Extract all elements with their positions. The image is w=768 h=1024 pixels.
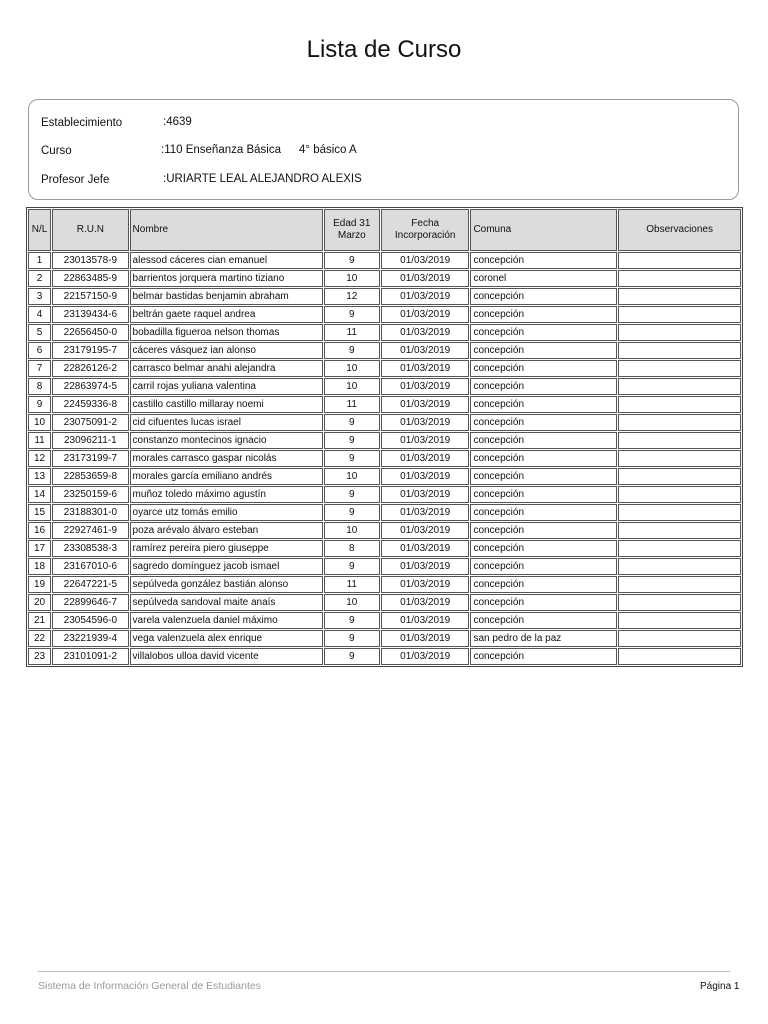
cell-fecha: 01/03/2019	[381, 360, 470, 377]
cell-fecha: 01/03/2019	[381, 324, 470, 341]
cell-observaciones	[618, 450, 741, 467]
student-table	[26, 207, 743, 667]
cell-nombre: sepúlveda gonzález bastián alonso	[130, 576, 323, 593]
cell-comuna: concepción	[470, 522, 617, 539]
cell-nombre: barrientos jorquera martino tiziano	[130, 270, 323, 287]
cell-nl: 18	[28, 558, 51, 575]
cell-run: 22863974-5	[52, 378, 128, 395]
cell-run: 23167010-6	[52, 558, 128, 575]
header-fecha	[381, 209, 470, 251]
footer-system-name: Sistema de Información General de Estudiantes	[38, 980, 261, 992]
cell-edad: 8	[324, 540, 380, 557]
curso-grade: 4° básico A	[299, 144, 357, 156]
cell-edad: 10	[324, 594, 380, 611]
cell-observaciones	[618, 432, 741, 449]
cell-nl: 10	[28, 414, 51, 431]
cell-observaciones	[618, 630, 741, 647]
cell-nl: 16	[28, 522, 51, 539]
table-row	[28, 576, 741, 593]
cell-nombre: carril rojas yuliana valentina	[130, 378, 323, 395]
cell-observaciones	[618, 270, 741, 287]
cell-run: 23188301-0	[52, 504, 128, 521]
cell-nombre: sepúlveda sandoval maite anaís	[130, 594, 323, 611]
cell-edad: 10	[324, 522, 380, 539]
cell-run: 23096211-1	[52, 432, 128, 449]
cell-comuna: san pedro de la paz	[470, 630, 617, 647]
cell-observaciones	[618, 486, 741, 503]
cell-comuna: concepción	[470, 432, 617, 449]
cell-run: 23139434-6	[52, 306, 128, 323]
cell-observaciones	[618, 378, 741, 395]
cell-comuna: concepción	[470, 288, 617, 305]
header-fecha-line2: Incorporación	[394, 230, 456, 241]
cell-run: 23101091-2	[52, 648, 128, 665]
header-nombre: Nombre	[130, 209, 323, 251]
cell-edad: 9	[324, 648, 380, 665]
cell-observaciones	[618, 414, 741, 431]
cell-comuna: concepción	[470, 558, 617, 575]
cell-nombre: ramírez pereira piero giuseppe	[130, 540, 323, 557]
profesor-label: Profesor Jefe	[41, 174, 110, 186]
table-row	[28, 306, 741, 323]
table-row	[28, 630, 741, 647]
cell-nl: 17	[28, 540, 51, 557]
cell-nombre: cáceres vásquez ian alonso	[130, 342, 323, 359]
cell-observaciones	[618, 324, 741, 341]
cell-nombre: carrasco belmar anahi alejandra	[130, 360, 323, 377]
cell-nl: 19	[28, 576, 51, 593]
cell-fecha: 01/03/2019	[381, 252, 470, 269]
cell-nl: 9	[28, 396, 51, 413]
curso-value: :110 Enseñanza Básica	[161, 144, 281, 156]
cell-nombre: varela valenzuela daniel máximo	[130, 612, 323, 629]
table-row	[28, 288, 741, 305]
cell-nombre: oyarce utz tomás emilio	[130, 504, 323, 521]
header-run: R.U.N	[52, 209, 128, 251]
table-row	[28, 468, 741, 485]
cell-observaciones	[618, 576, 741, 593]
cell-run: 23179195-7	[52, 342, 128, 359]
table-row	[28, 324, 741, 341]
cell-edad: 9	[324, 432, 380, 449]
cell-observaciones	[618, 612, 741, 629]
cell-comuna: concepción	[470, 612, 617, 629]
cell-fecha: 01/03/2019	[381, 288, 470, 305]
table-row	[28, 540, 741, 557]
cell-fecha: 01/03/2019	[381, 648, 470, 665]
cell-run: 22863485-9	[52, 270, 128, 287]
cell-run: 23250159-6	[52, 486, 128, 503]
footer-divider	[38, 971, 730, 972]
cell-nl: 13	[28, 468, 51, 485]
cell-edad: 9	[324, 414, 380, 431]
cell-observaciones	[618, 594, 741, 611]
cell-nombre: belmar bastidas benjamin abraham	[130, 288, 323, 305]
cell-fecha: 01/03/2019	[381, 432, 470, 449]
cell-fecha: 01/03/2019	[381, 540, 470, 557]
cell-nl: 14	[28, 486, 51, 503]
cell-observaciones	[618, 540, 741, 557]
cell-comuna: concepción	[470, 414, 617, 431]
cell-comuna: concepción	[470, 306, 617, 323]
header-edad-line1: Edad 31	[333, 218, 371, 229]
cell-comuna: concepción	[470, 648, 617, 665]
cell-run: 23054596-0	[52, 612, 128, 629]
table-row	[28, 558, 741, 575]
cell-run: 23013578-9	[52, 252, 128, 269]
cell-observaciones	[618, 522, 741, 539]
cell-edad: 10	[324, 378, 380, 395]
footer-page-number: Página 1	[700, 981, 740, 992]
cell-comuna: concepción	[470, 360, 617, 377]
cell-edad: 9	[324, 612, 380, 629]
cell-nl: 1	[28, 252, 51, 269]
cell-comuna: concepción	[470, 504, 617, 521]
cell-nl: 22	[28, 630, 51, 647]
header-nl: N/L	[28, 209, 51, 251]
cell-run: 22826126-2	[52, 360, 128, 377]
cell-comuna: concepción	[470, 450, 617, 467]
cell-nombre: castillo castillo millaray noemi	[130, 396, 323, 413]
table-row	[28, 612, 741, 629]
table-row	[28, 450, 741, 467]
cell-run: 22899646-7	[52, 594, 128, 611]
cell-fecha: 01/03/2019	[381, 504, 470, 521]
cell-comuna: concepción	[470, 396, 617, 413]
cell-nombre: constanzo montecinos ignacio	[130, 432, 323, 449]
cell-run: 23308538-3	[52, 540, 128, 557]
table-row	[28, 360, 741, 377]
cell-edad: 9	[324, 342, 380, 359]
cell-edad: 10	[324, 468, 380, 485]
cell-edad: 11	[324, 324, 380, 341]
cell-fecha: 01/03/2019	[381, 306, 470, 323]
course-info-box	[28, 99, 739, 200]
cell-observaciones	[618, 504, 741, 521]
header-edad-line2: Marzo	[337, 230, 366, 241]
cell-fecha: 01/03/2019	[381, 414, 470, 431]
cell-run: 23075091-2	[52, 414, 128, 431]
table-row	[28, 432, 741, 449]
cell-edad: 11	[324, 396, 380, 413]
cell-observaciones	[618, 648, 741, 665]
cell-nl: 4	[28, 306, 51, 323]
cell-nombre: bobadilla figueroa nelson thomas	[130, 324, 323, 341]
cell-edad: 11	[324, 576, 380, 593]
cell-observaciones	[618, 306, 741, 323]
cell-fecha: 01/03/2019	[381, 486, 470, 503]
cell-run: 22647221-5	[52, 576, 128, 593]
cell-nombre: cid cifuentes lucas israel	[130, 414, 323, 431]
cell-comuna: concepción	[470, 576, 617, 593]
cell-fecha: 01/03/2019	[381, 576, 470, 593]
table-row	[28, 522, 741, 539]
cell-edad: 9	[324, 630, 380, 647]
table-row	[28, 594, 741, 611]
cell-fecha: 01/03/2019	[381, 270, 470, 287]
cell-nl: 8	[28, 378, 51, 395]
cell-fecha: 01/03/2019	[381, 522, 470, 539]
cell-edad: 10	[324, 270, 380, 287]
cell-comuna: coronel	[470, 270, 617, 287]
table-row	[28, 648, 741, 665]
table-row	[28, 504, 741, 521]
cell-run: 22459336-8	[52, 396, 128, 413]
cell-edad: 9	[324, 450, 380, 467]
cell-nl: 23	[28, 648, 51, 665]
page-title: Lista de Curso	[306, 36, 462, 63]
table-row	[28, 486, 741, 503]
cell-observaciones	[618, 252, 741, 269]
cell-comuna: concepción	[470, 378, 617, 395]
header-observaciones: Observaciones	[618, 209, 741, 251]
cell-fecha: 01/03/2019	[381, 558, 470, 575]
cell-comuna: concepción	[470, 540, 617, 557]
cell-comuna: concepción	[470, 324, 617, 341]
cell-nombre: vega valenzuela alex enrique	[130, 630, 323, 647]
establecimiento-value: :4639	[163, 116, 192, 128]
table-row	[28, 270, 741, 287]
cell-run: 22656450-0	[52, 324, 128, 341]
cell-observaciones	[618, 288, 741, 305]
cell-edad: 9	[324, 306, 380, 323]
establecimiento-label: Establecimiento	[41, 117, 123, 129]
cell-comuna: concepción	[470, 468, 617, 485]
cell-fecha: 01/03/2019	[381, 612, 470, 629]
cell-run: 22853659-8	[52, 468, 128, 485]
profesor-value: :URIARTE LEAL ALEJANDRO ALEXIS	[163, 173, 362, 185]
cell-nl: 3	[28, 288, 51, 305]
cell-observaciones	[618, 468, 741, 485]
cell-comuna: concepción	[470, 252, 617, 269]
cell-nombre: muñoz toledo máximo agustín	[130, 486, 323, 503]
cell-comuna: concepción	[470, 342, 617, 359]
cell-edad: 12	[324, 288, 380, 305]
cell-nl: 5	[28, 324, 51, 341]
cell-nl: 15	[28, 504, 51, 521]
cell-run: 22157150-9	[52, 288, 128, 305]
cell-nombre: beltrán gaete raquel andrea	[130, 306, 323, 323]
table-row	[28, 252, 741, 269]
table-row	[28, 342, 741, 359]
header-fecha-line1: Fecha	[411, 218, 440, 229]
table-row	[28, 378, 741, 395]
cell-fecha: 01/03/2019	[381, 342, 470, 359]
cell-run: 22927461-9	[52, 522, 128, 539]
cell-nombre: morales carrasco gaspar nicolás	[130, 450, 323, 467]
cell-edad: 9	[324, 252, 380, 269]
table-row	[28, 396, 741, 413]
cell-observaciones	[618, 558, 741, 575]
header-edad	[324, 209, 380, 251]
cell-nombre: sagredo domínguez jacob ismael	[130, 558, 323, 575]
cell-nl: 20	[28, 594, 51, 611]
cell-observaciones	[618, 396, 741, 413]
cell-nl: 7	[28, 360, 51, 377]
table-row	[28, 414, 741, 431]
cell-comuna: concepción	[470, 594, 617, 611]
cell-nombre: morales garcía emiliano andrés	[130, 468, 323, 485]
cell-fecha: 01/03/2019	[381, 630, 470, 647]
cell-edad: 9	[324, 504, 380, 521]
header-comuna: Comuna	[470, 209, 617, 251]
cell-observaciones	[618, 342, 741, 359]
curso-label: Curso	[41, 145, 72, 157]
cell-fecha: 01/03/2019	[381, 396, 470, 413]
cell-edad: 9	[324, 558, 380, 575]
cell-nl: 21	[28, 612, 51, 629]
cell-fecha: 01/03/2019	[381, 378, 470, 395]
cell-nombre: villalobos ulloa david vicente	[130, 648, 323, 665]
table-body	[28, 252, 741, 665]
cell-fecha: 01/03/2019	[381, 468, 470, 485]
cell-fecha: 01/03/2019	[381, 450, 470, 467]
cell-nombre: poza arévalo álvaro esteban	[130, 522, 323, 539]
cell-nl: 11	[28, 432, 51, 449]
cell-comuna: concepción	[470, 486, 617, 503]
cell-nl: 2	[28, 270, 51, 287]
cell-edad: 9	[324, 486, 380, 503]
table-header-row	[28, 209, 741, 251]
cell-run: 23173199-7	[52, 450, 128, 467]
cell-nl: 6	[28, 342, 51, 359]
cell-nl: 12	[28, 450, 51, 467]
cell-observaciones	[618, 360, 741, 377]
cell-edad: 10	[324, 360, 380, 377]
cell-fecha: 01/03/2019	[381, 594, 470, 611]
cell-nombre: alessod cáceres cian emanuel	[130, 252, 323, 269]
cell-run: 23221939-4	[52, 630, 128, 647]
